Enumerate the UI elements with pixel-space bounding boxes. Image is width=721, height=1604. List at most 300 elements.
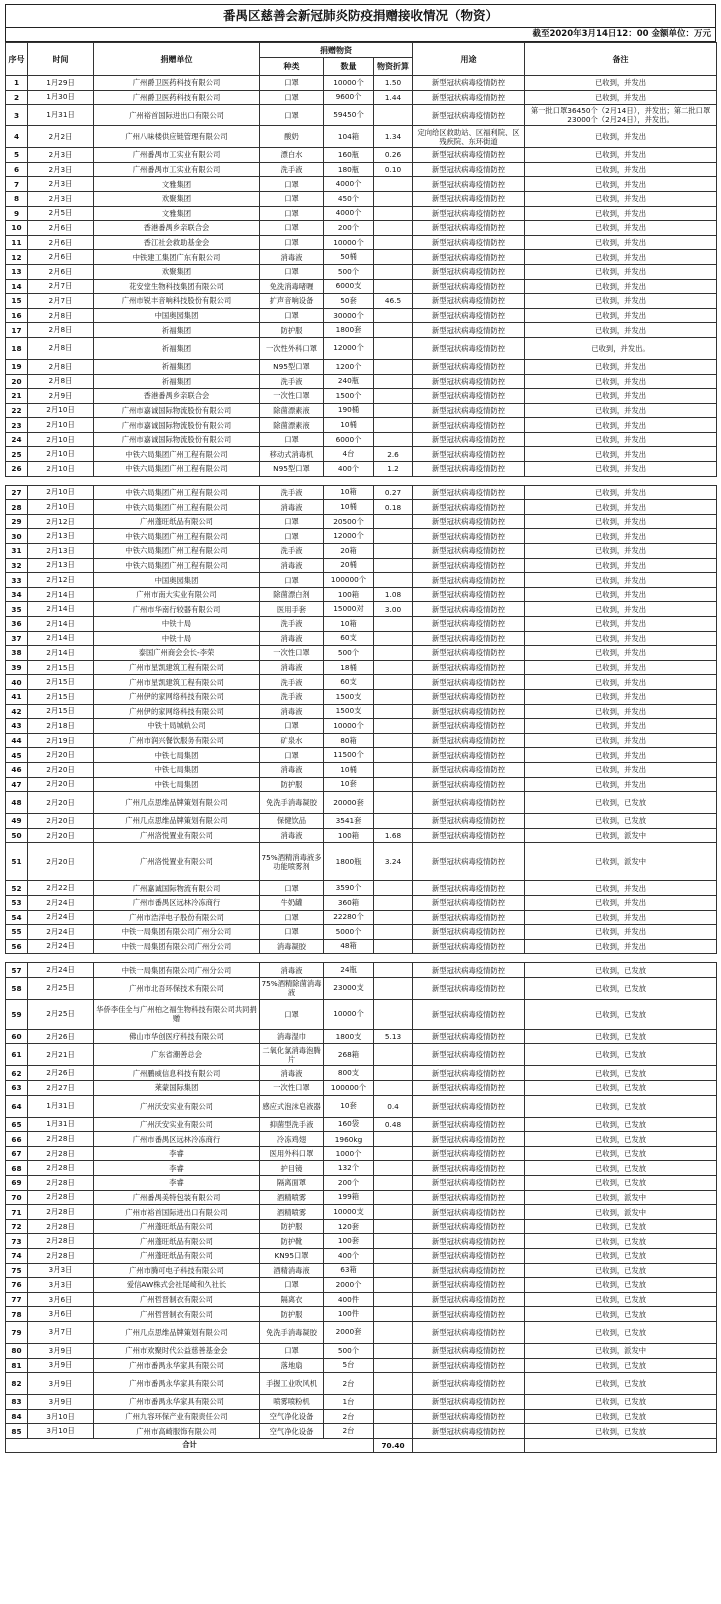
cell-note: 已收到，并发出 [525, 689, 717, 704]
table-row [6, 843, 717, 881]
cell-qty: 4台 [324, 447, 374, 462]
cell-qty: 20桶 [324, 558, 374, 573]
cell-idx: 52 [6, 881, 28, 896]
cell-time: 2月19日 [28, 733, 94, 748]
cell-note: 已收到，并发出 [525, 939, 717, 954]
cell-time: 2月28日 [28, 1132, 94, 1147]
cell-kind: 免洗手消毒凝胶 [260, 792, 324, 814]
cell-use: 新型冠状病毒疫情防控 [413, 76, 525, 91]
cell-donor: 广州番禺美特包装有限公司 [94, 1190, 260, 1205]
cell-qty: 199箱 [324, 1190, 374, 1205]
cell-use: 新型冠状病毒疫情防控 [413, 719, 525, 734]
cell-idx: 57 [6, 963, 28, 978]
cell-idx: 16 [6, 308, 28, 323]
cell-kind: 消毒液 [260, 963, 324, 978]
cell-qty: 10000支 [324, 1205, 374, 1220]
cell-kind: 口罩 [260, 910, 324, 925]
cell-idx: 47 [6, 777, 28, 792]
cell-value [374, 1190, 413, 1205]
cell-note: 已收到，并发出 [525, 602, 717, 617]
cell-idx: 5 [6, 148, 28, 163]
cell-kind: 酸奶 [260, 126, 324, 148]
table-row [6, 389, 717, 404]
cell-idx: 8 [6, 191, 28, 206]
cell-idx: 79 [6, 1321, 28, 1343]
cell-qty: 6000个 [324, 432, 374, 447]
cell-qty: 12000个 [324, 529, 374, 544]
cell-note: 已收到，并发出 [525, 704, 717, 719]
cell-qty: 100箱 [324, 828, 374, 843]
cell-kind: 隔离衣 [260, 1292, 324, 1307]
cell-note: 已收到，并发出 [525, 235, 717, 250]
cell-time: 2月22日 [28, 881, 94, 896]
cell-donor: 广州市锐丰音响科技股份有限公司 [94, 294, 260, 309]
cell-use: 新型冠状病毒疫情防控 [413, 191, 525, 206]
table-row [6, 762, 717, 777]
cell-idx: 35 [6, 602, 28, 617]
table-row [6, 1205, 717, 1220]
table-row [6, 90, 717, 105]
cell-value [374, 910, 413, 925]
cell-time: 2月2日 [28, 126, 94, 148]
cell-kind: 防护服 [260, 1219, 324, 1234]
cell-value [374, 646, 413, 661]
cell-qty: 180瓶 [324, 162, 374, 177]
cell-time: 2月6日 [28, 264, 94, 279]
cell-donor: 中铁六局集团广州工程有限公司 [94, 462, 260, 477]
cell-note: 已收到，已发放 [525, 1219, 717, 1234]
cell-donor: 华侨李佳全与广州柏之福生物科技有限公司共同捐赠 [94, 999, 260, 1029]
table-row [6, 514, 717, 529]
cell-value [374, 1249, 413, 1264]
cell-time: 1月31日 [28, 105, 94, 126]
table-row [6, 1146, 717, 1161]
table-row [6, 432, 717, 447]
cell-value: 46.5 [374, 294, 413, 309]
cell-qty: 2台 [324, 1373, 374, 1395]
table-row [6, 777, 717, 792]
cell-qty: 80箱 [324, 733, 374, 748]
total-note-empty [525, 1438, 717, 1452]
cell-note: 已收到，并发出 [525, 485, 717, 500]
cell-use: 新型冠状病毒疫情防控 [413, 881, 525, 896]
table-row [6, 1081, 717, 1096]
cell-donor: 欢聚集团 [94, 264, 260, 279]
cell-use: 新型冠状病毒疫情防控 [413, 814, 525, 829]
cell-donor: 广州伊的家网络科技有限公司 [94, 689, 260, 704]
table-row [6, 235, 717, 250]
cell-use: 新型冠状病毒疫情防控 [413, 573, 525, 588]
cell-note: 已收到，并发出 [525, 126, 717, 148]
cell-idx: 53 [6, 895, 28, 910]
cell-kind: 感应式泡沫皂液器 [260, 1095, 324, 1117]
cell-use: 新型冠状病毒疫情防控 [413, 462, 525, 477]
cell-kind: 防护服 [260, 777, 324, 792]
cell-note: 已收到，并发出 [525, 719, 717, 734]
cell-donor: 文雅集团 [94, 206, 260, 221]
cell-kind: 口罩 [260, 514, 324, 529]
cell-kind: 消毒液 [260, 631, 324, 646]
cell-use: 新型冠状病毒疫情防控 [413, 733, 525, 748]
cell-use: 定向给区救助站、区福利院、区残疾院、东环街道 [413, 126, 525, 148]
cell-value [374, 1343, 413, 1358]
cell-value [374, 573, 413, 588]
cell-time: 2月14日 [28, 646, 94, 661]
cell-value [374, 279, 413, 294]
cell-idx: 62 [6, 1066, 28, 1081]
cell-use: 新型冠状病毒疫情防控 [413, 843, 525, 881]
cell-use: 新型冠状病毒疫情防控 [413, 1249, 525, 1264]
cell-donor: 广州鹏威信息科技有限公司 [94, 1066, 260, 1081]
cell-value: 5.13 [374, 1029, 413, 1044]
cell-kind: 护目镜 [260, 1161, 324, 1176]
donation-table [5, 42, 717, 1453]
cell-time: 2月8日 [28, 374, 94, 389]
cell-time: 2月25日 [28, 977, 94, 999]
cell-donor: 广州嘉诚国际物流有限公司 [94, 881, 260, 896]
cell-idx: 12 [6, 250, 28, 265]
cell-qty: 400个 [324, 462, 374, 477]
cell-time: 2月6日 [28, 221, 94, 236]
cell-kind: 空气净化设备 [260, 1409, 324, 1424]
cell-time: 2月15日 [28, 675, 94, 690]
cell-donor: 中铁建工集团广东有限公司 [94, 250, 260, 265]
cell-qty: 2000个 [324, 1278, 374, 1293]
cell-time: 3月6日 [28, 1292, 94, 1307]
cell-donor: 广东省潮善总会 [94, 1044, 260, 1066]
cell-use: 新型冠状病毒疫情防控 [413, 529, 525, 544]
cell-donor: 爱信AW株式会社尾崎和久社长 [94, 1278, 260, 1293]
cell-value [374, 1234, 413, 1249]
table-row [6, 646, 717, 661]
cell-kind: 医用手套 [260, 602, 324, 617]
table-row [6, 500, 717, 515]
cell-note: 已收到，并发出 [525, 206, 717, 221]
header-items-group: 捐赠物资 [260, 43, 413, 58]
cell-kind: 洗手液 [260, 544, 324, 559]
cell-donor: 广州市番禺永华家具有限公司 [94, 1373, 260, 1395]
cell-note: 已收到，已发放 [525, 1176, 717, 1191]
cell-idx: 25 [6, 447, 28, 462]
cell-qty: 24瓶 [324, 963, 374, 978]
cell-note: 已收到，并发出 [525, 500, 717, 515]
cell-value [374, 660, 413, 675]
cell-value [374, 895, 413, 910]
cell-qty: 10桶 [324, 762, 374, 777]
cell-note: 已收到，已发放 [525, 792, 717, 814]
cell-use: 新型冠状病毒疫情防控 [413, 279, 525, 294]
cell-time: 2月24日 [28, 910, 94, 925]
cell-qty: 200个 [324, 1176, 374, 1191]
cell-donor: 中铁六局集团广州工程有限公司 [94, 485, 260, 500]
report-page [5, 4, 716, 1453]
cell-qty: 10000个 [324, 235, 374, 250]
table-row [6, 977, 717, 999]
cell-donor: 广州市星凯建筑工程有限公司 [94, 660, 260, 675]
cell-time: 1月31日 [28, 1117, 94, 1132]
cell-time: 2月10日 [28, 418, 94, 433]
cell-kind: 牛奶罐 [260, 895, 324, 910]
cell-note: 已收到，已发放 [525, 1373, 717, 1395]
cell-time: 2月13日 [28, 529, 94, 544]
cell-use: 新型冠状病毒疫情防控 [413, 323, 525, 338]
cell-value [374, 1409, 413, 1424]
cell-idx: 38 [6, 646, 28, 661]
cell-qty: 23000支 [324, 977, 374, 999]
cell-value [374, 1219, 413, 1234]
cell-note: 已收到，并发出 [525, 177, 717, 192]
table-row [6, 895, 717, 910]
cell-value [374, 748, 413, 763]
cell-time: 2月13日 [28, 544, 94, 559]
cell-idx: 42 [6, 704, 28, 719]
table-row [6, 1278, 717, 1293]
cell-donor: 广州蓬旺纸品有限公司 [94, 514, 260, 529]
cell-kind: 扩声音响设备 [260, 294, 324, 309]
cell-time: 2月10日 [28, 500, 94, 515]
total-label: 合计 [6, 1438, 374, 1452]
cell-note: 已收到，并发出 [525, 910, 717, 925]
cell-donor: 广州市裕首国际进出口有限公司 [94, 1205, 260, 1220]
cell-kind: 冷冻鸡翅 [260, 1132, 324, 1147]
cell-time: 3月6日 [28, 1307, 94, 1322]
cell-qty: 160袋 [324, 1117, 374, 1132]
cell-donor: 欢聚集团 [94, 191, 260, 206]
cell-idx: 67 [6, 1146, 28, 1161]
cell-donor: 莱蒙国际集团 [94, 1081, 260, 1096]
cell-use: 新型冠状病毒疫情防控 [413, 895, 525, 910]
cell-idx: 70 [6, 1190, 28, 1205]
cell-note: 已收到，已发放 [525, 1409, 717, 1424]
section-gap [6, 476, 717, 485]
cell-donor: 广州哲晋制衣有限公司 [94, 1307, 260, 1322]
cell-note: 已收到，并发出 [525, 221, 717, 236]
table-header [6, 43, 717, 76]
cell-value [374, 1132, 413, 1147]
report-meta: 截至2020年3月14日12：00 金额单位：万元 [5, 28, 716, 42]
cell-donor: 广州市浩洋电子股份有限公司 [94, 910, 260, 925]
cell-use: 新型冠状病毒疫情防控 [413, 1146, 525, 1161]
cell-note: 已收到，已发放 [525, 1029, 717, 1044]
table-row [6, 374, 717, 389]
cell-note: 已收到，并发出 [525, 617, 717, 632]
cell-qty: 450个 [324, 191, 374, 206]
cell-idx: 37 [6, 631, 28, 646]
cell-note: 已收到，并发出 [525, 660, 717, 675]
cell-note: 已收到，并发出 [525, 76, 717, 91]
cell-kind: 隔离面罩 [260, 1176, 324, 1191]
cell-note: 已收到，并发出 [525, 881, 717, 896]
cell-qty: 120套 [324, 1219, 374, 1234]
table-row [6, 447, 717, 462]
cell-idx: 14 [6, 279, 28, 294]
cell-kind: 口罩 [260, 76, 324, 91]
cell-time: 2月18日 [28, 719, 94, 734]
cell-time: 2月14日 [28, 617, 94, 632]
cell-note: 第一批口罩36450个（2月14日），并发出；第二批口罩23000个（2月24日），并发出。 [525, 105, 717, 126]
cell-note: 已收到，已发放 [525, 1395, 717, 1410]
cell-time: 2月20日 [28, 748, 94, 763]
cell-idx: 75 [6, 1263, 28, 1278]
cell-time: 2月25日 [28, 999, 94, 1029]
cell-value: 1.08 [374, 587, 413, 602]
table-row [6, 1373, 717, 1395]
cell-note: 已收到，派发中 [525, 828, 717, 843]
table-row [6, 221, 717, 236]
header-time: 时间 [28, 43, 94, 76]
cell-donor: 中国奥园集团 [94, 308, 260, 323]
cell-qty: 59450个 [324, 105, 374, 126]
cell-kind: 口罩 [260, 177, 324, 192]
cell-donor: 广州市番禺永华家具有限公司 [94, 1358, 260, 1373]
cell-qty: 500个 [324, 1343, 374, 1358]
cell-value [374, 814, 413, 829]
cell-kind: 口罩 [260, 881, 324, 896]
cell-qty: 50套 [324, 294, 374, 309]
cell-time: 2月28日 [28, 1146, 94, 1161]
cell-time: 2月28日 [28, 1161, 94, 1176]
cell-note: 已收到，并发出 [525, 162, 717, 177]
cell-time: 3月3日 [28, 1263, 94, 1278]
cell-value [374, 1358, 413, 1373]
table-row [6, 828, 717, 843]
cell-note: 已收到，并发出 [525, 675, 717, 690]
cell-qty: 100000个 [324, 1081, 374, 1096]
cell-time: 2月12日 [28, 514, 94, 529]
cell-qty: 20500个 [324, 514, 374, 529]
cell-time: 2月24日 [28, 925, 94, 940]
cell-time: 3月7日 [28, 1321, 94, 1343]
cell-kind: 消毒液 [260, 828, 324, 843]
cell-time: 2月10日 [28, 485, 94, 500]
cell-time: 2月24日 [28, 895, 94, 910]
table-row [6, 1249, 717, 1264]
cell-value: 1.68 [374, 828, 413, 843]
cell-use: 新型冠状病毒疫情防控 [413, 602, 525, 617]
cell-donor: 广州市星凯建筑工程有限公司 [94, 675, 260, 690]
cell-value [374, 689, 413, 704]
cell-note: 已收到，并发出 [525, 389, 717, 404]
cell-kind: 抑菌型洗手液 [260, 1117, 324, 1132]
total-use-empty [413, 1438, 525, 1452]
table-row [6, 544, 717, 559]
cell-donor: 广州几点思维品牌策划有限公司 [94, 1321, 260, 1343]
table-row [6, 1234, 717, 1249]
cell-kind: 空气净化设备 [260, 1424, 324, 1439]
cell-kind: 口罩 [260, 925, 324, 940]
cell-use: 新型冠状病毒疫情防控 [413, 646, 525, 661]
cell-value: 0.4 [374, 1095, 413, 1117]
cell-note: 已收到，并发出 [525, 323, 717, 338]
cell-time: 2月20日 [28, 814, 94, 829]
cell-value [374, 544, 413, 559]
header-note: 备注 [525, 43, 717, 76]
table-row [6, 177, 717, 192]
cell-value [374, 250, 413, 265]
cell-idx: 2 [6, 90, 28, 105]
table-row [6, 403, 717, 418]
cell-kind: 洗手液 [260, 374, 324, 389]
cell-use: 新型冠状病毒疫情防控 [413, 704, 525, 719]
cell-value [374, 881, 413, 896]
total-row [6, 1438, 717, 1452]
cell-kind: 消毒液 [260, 500, 324, 515]
cell-kind: 口罩 [260, 432, 324, 447]
cell-value [374, 191, 413, 206]
cell-use: 新型冠状病毒疫情防控 [413, 1263, 525, 1278]
cell-value [374, 1176, 413, 1191]
cell-idx: 56 [6, 939, 28, 954]
cell-donor: 李睿 [94, 1161, 260, 1176]
cell-idx: 32 [6, 558, 28, 573]
cell-use: 新型冠状病毒疫情防控 [413, 294, 525, 309]
cell-kind: 洗手液 [260, 485, 324, 500]
cell-value [374, 235, 413, 250]
cell-qty: 132个 [324, 1161, 374, 1176]
table-row [6, 704, 717, 719]
cell-donor: 广州市润兴餐饮服务有限公司 [94, 733, 260, 748]
table-row [6, 1343, 717, 1358]
cell-value [374, 1263, 413, 1278]
cell-use: 新型冠状病毒疫情防控 [413, 485, 525, 500]
cell-time: 2月28日 [28, 1249, 94, 1264]
cell-use: 新型冠状病毒疫情防控 [413, 748, 525, 763]
cell-note: 已收到，并发出 [525, 748, 717, 763]
cell-kind: 口罩 [260, 90, 324, 105]
cell-use: 新型冠状病毒疫情防控 [413, 1409, 525, 1424]
cell-qty: 1800瓶 [324, 843, 374, 881]
cell-value [374, 777, 413, 792]
cell-kind: 保健饮品 [260, 814, 324, 829]
cell-value [374, 221, 413, 236]
cell-note: 已收到，派发中 [525, 843, 717, 881]
cell-value: 3.00 [374, 602, 413, 617]
cell-time: 2月3日 [28, 148, 94, 163]
cell-note: 已收到，已发放 [525, 1234, 717, 1249]
cell-kind: 喷雾喷粉机 [260, 1395, 324, 1410]
cell-value: 0.27 [374, 485, 413, 500]
cell-donor: 佛山市华创医疗科技有限公司 [94, 1029, 260, 1044]
cell-time: 3月10日 [28, 1424, 94, 1439]
cell-time: 2月3日 [28, 162, 94, 177]
cell-idx: 80 [6, 1343, 28, 1358]
table-row [6, 294, 717, 309]
table-row [6, 1321, 717, 1343]
cell-qty: 360箱 [324, 895, 374, 910]
cell-note: 已收到，并发出 [525, 587, 717, 602]
cell-kind: 消毒凝胶 [260, 939, 324, 954]
cell-use: 新型冠状病毒疫情防控 [413, 1373, 525, 1395]
table-row [6, 939, 717, 954]
cell-note: 已收到，已发放 [525, 814, 717, 829]
cell-donor: 中国奥园集团 [94, 573, 260, 588]
cell-value [374, 762, 413, 777]
cell-kind: 口罩 [260, 308, 324, 323]
cell-use: 新型冠状病毒疫情防控 [413, 250, 525, 265]
cell-time: 2月21日 [28, 1044, 94, 1066]
cell-use: 新型冠状病毒疫情防控 [413, 162, 525, 177]
cell-idx: 15 [6, 294, 28, 309]
table-row [6, 1219, 717, 1234]
cell-time: 2月9日 [28, 389, 94, 404]
cell-time: 2月7日 [28, 294, 94, 309]
cell-idx: 39 [6, 660, 28, 675]
cell-use: 新型冠状病毒疫情防控 [413, 777, 525, 792]
cell-idx: 31 [6, 544, 28, 559]
cell-donor: 广州沃安实业有限公司 [94, 1095, 260, 1117]
cell-donor: 广州九容环保产业有限责任公司 [94, 1409, 260, 1424]
cell-idx: 63 [6, 1081, 28, 1096]
